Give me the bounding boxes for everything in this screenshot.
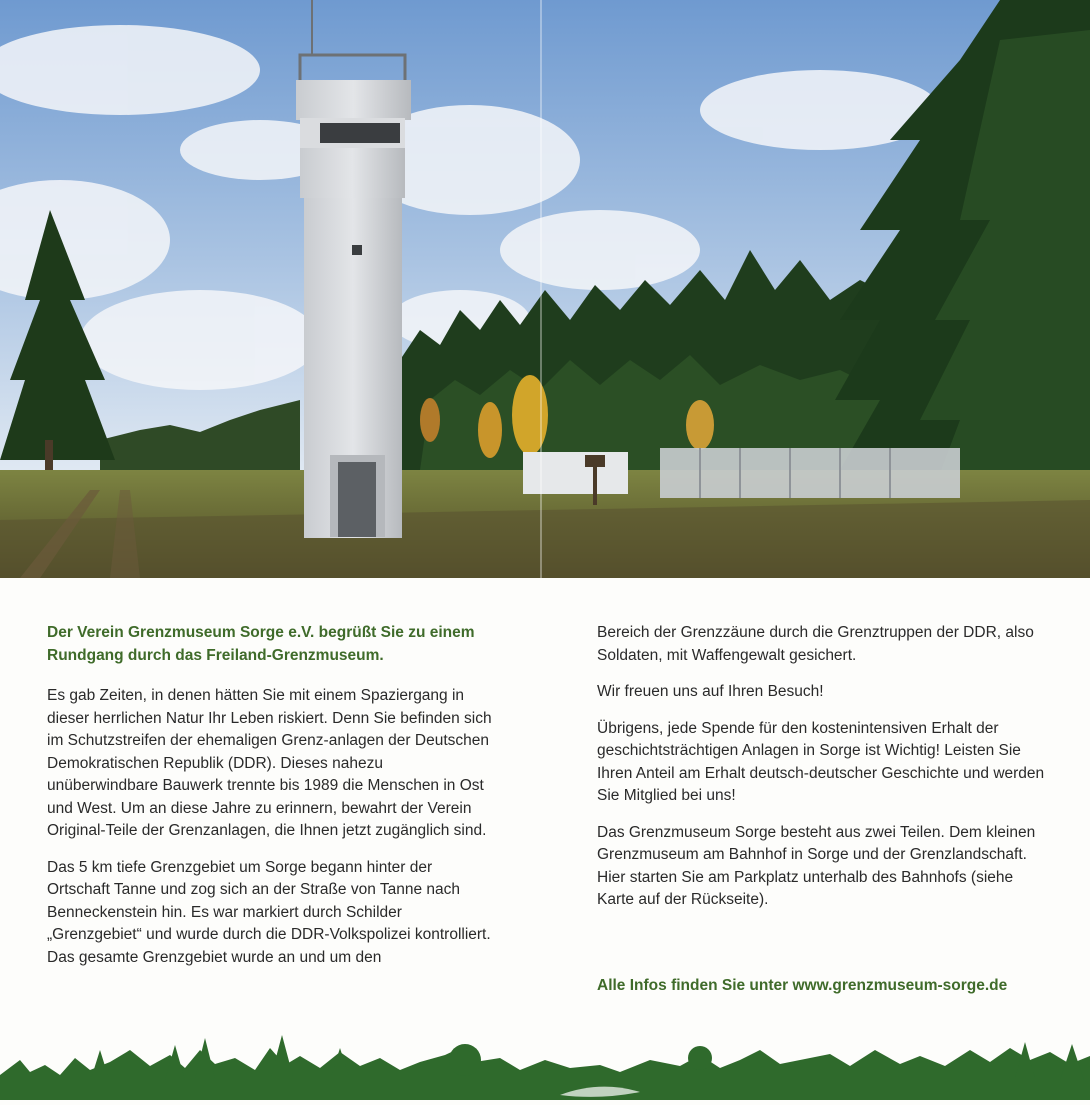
right-column bbox=[597, 622, 1047, 926]
donation-paragraph: Übrigens, jede Spende für den kostenintensiven Erhalt der geschichtsträchtigen Anlagen in Sorge ist Wichtig! Leisten Sie Ihren Anteil am Erhalt deutsch-deutscher Geschichte und werden Sie Mitglied bei uns! bbox=[597, 719, 1045, 804]
landscape-silhouette-footer bbox=[0, 1020, 1090, 1100]
website-info: Alle Infos finden Sie unter www.grenzmuseum-sorge.de bbox=[597, 977, 1008, 994]
intro-paragraph: Es gab Zeiten, in denen hätten Sie mit einem Spaziergang in dieser herrlichen Natur Ihr Leben riskiert. Denn Sie befinden sich im Schutzstreifen der ehemaligen Grenz-anlagen der Deutschen Demokratischen Republik (DDR). Dieses nahezu unüberwindbare Bauwerk trennte bis 1989 die Menschen in Ost und West. Um an diese Jahre zu erinnern, bewahrt der Verein Original-Teile der Grenzanlagen, die Ihnen jetzt zugänglich sind. bbox=[47, 687, 492, 839]
museum-parts-paragraph: Das Grenzmuseum Sorge besteht aus zwei Teilen. Dem kleinen Grenzmuseum am Bahnhof in Sorge und der Grenzlandschaft. Hier starten Sie am Parkplatz unterhalb des Bahnhofs (siehe Karte auf der Rückseite). bbox=[597, 823, 1036, 908]
greeting-heading bbox=[47, 622, 497, 667]
border-area-paragraph: Das 5 km tiefe Grenzgebiet um Sorge begann hinter der Ortschaft Tanne und zog sich an der Straße von Tanne nach Benneckenstein hin. Es war markiert durch Schilder „Grenzgebiet“ und wurde durch die DDR-Volkspolizei kontrolliert. Das gesamte Grenzgebiet wurde an und um den bbox=[47, 858, 491, 966]
greeting-line-2: Rundgang durch das Freiland-Grenzmuseum. bbox=[47, 646, 384, 664]
left-column bbox=[47, 622, 497, 983]
greeting-line-1: Der Verein Grenzmuseum Sorge e.V. begrüßt Sie zu einem bbox=[47, 624, 475, 641]
border-security-paragraph: Bereich der Grenzzäune durch die Grenztruppen der DDR, also Soldaten, mit Waffengewalt gesichert. bbox=[597, 624, 1034, 664]
watchtower bbox=[296, 0, 411, 538]
welcome-paragraph: Wir freuen uns auf Ihren Besuch! bbox=[597, 683, 824, 700]
